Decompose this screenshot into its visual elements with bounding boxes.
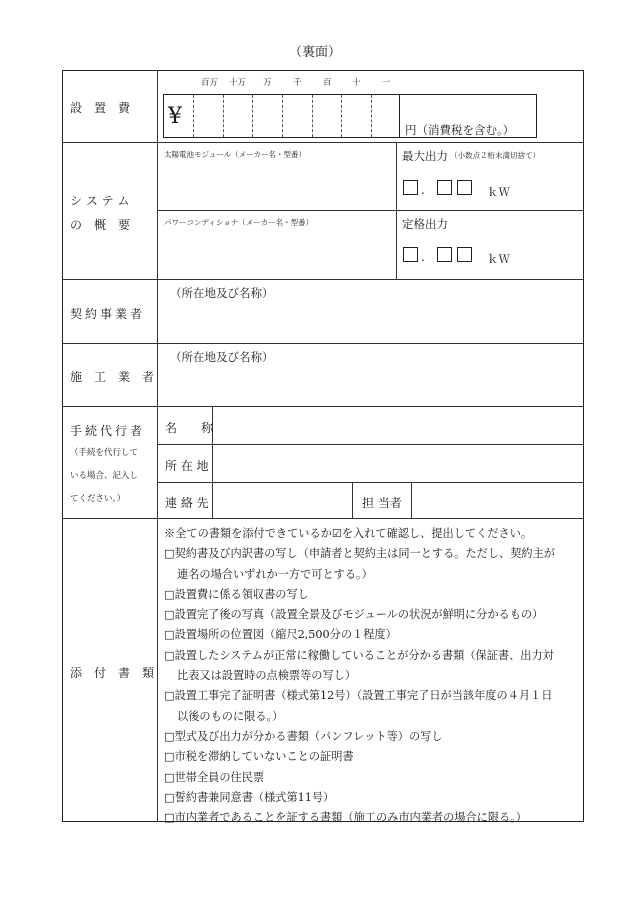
builder-label: 施 工 業 者: [70, 370, 155, 384]
max-output-digit-box[interactable]: [457, 180, 472, 195]
contractor-note: （所在地及び名称）: [170, 286, 274, 300]
max-output-note: （小数点２桁未満切捨て）: [450, 151, 540, 160]
unit-hundred-thousand: 十万: [229, 78, 247, 88]
agent-address-field[interactable]: [213, 445, 583, 482]
system-subrow-divider: [157, 210, 584, 211]
rated-output-digit-box[interactable]: [437, 247, 452, 262]
attachment-item-continuation: 比表又は設置時の点検票等の写し）: [177, 669, 357, 683]
unit-ten-thousand: 万: [263, 78, 272, 88]
attachment-checkbox-item[interactable]: □型式及び出力が分かる書類（パンフレット等）の写し: [164, 729, 443, 743]
digit-separator: [223, 95, 224, 137]
inverter-label: パワーコンディショナ（メーカー名・型番）: [164, 218, 314, 227]
unit-thousand: 千: [293, 78, 302, 88]
digit-separator: [282, 95, 283, 137]
unit-ten: 十: [352, 78, 361, 88]
row-divider-cost: [62, 142, 584, 143]
row-divider-agent: [62, 518, 584, 519]
agent-note-line3: てください。）: [70, 494, 126, 504]
agent-name-field[interactable]: [213, 407, 583, 444]
digit-separator: [252, 95, 253, 137]
max-output-digit-box[interactable]: [403, 180, 418, 195]
attachment-checkbox-item[interactable]: □設置費に係る領収書の写し: [164, 587, 309, 601]
attachments-label: 添 付 書 類: [70, 666, 155, 680]
rated-output-unit: ｋＷ: [487, 252, 510, 266]
attachment-checkbox-item[interactable]: □世帯全員の住民票: [164, 770, 265, 784]
system-label-line2: の 概 要: [70, 218, 131, 232]
agent-person-label: 担 当者: [362, 496, 402, 510]
agent-note-line2: いる場合、記入し: [70, 471, 139, 481]
agent-label: 手続代行者: [70, 424, 146, 438]
attachment-checkbox-item[interactable]: □契約書及び内訳書の写し（申請者と契約主は同一とする。ただし、契約主が: [164, 547, 555, 561]
unit-hundred: 百: [323, 78, 332, 88]
attachments-list: [164, 524, 582, 828]
contractor-label: 契約事業者: [70, 307, 146, 321]
agent-contact-label: 連 絡 先: [165, 496, 209, 510]
attachments-instruction: ※全ての書類を添付できているか☑を入れて確認し、提出してください。: [164, 527, 533, 540]
digit-separator: [193, 95, 194, 137]
system-label-line1: シ ス テ ム: [70, 194, 130, 208]
agent-note-line1: （手続を代行して: [70, 448, 139, 458]
decimal-point: .: [421, 183, 425, 197]
attachment-checkbox-item[interactable]: □設置場所の位置図（縮尺2,500分の１程度）: [164, 628, 397, 642]
builder-note: （所在地及び名称）: [170, 350, 274, 364]
rated-output-label: 定格出力: [402, 217, 448, 231]
max-output-label: 最大出力: [402, 149, 448, 163]
attachment-item-continuation: 以後のものに限る。）: [177, 709, 284, 723]
rated-output-digit-box[interactable]: [403, 247, 418, 262]
yen-note: 円（消費税を含む。）: [405, 123, 515, 137]
rated-output-digit-box[interactable]: [457, 247, 472, 262]
label-column-divider: [157, 70, 158, 822]
attachment-checkbox-item[interactable]: □市税を滞納していないことの証明書: [164, 750, 354, 764]
agent-contact-field[interactable]: [213, 483, 352, 518]
attachment-checkbox-item[interactable]: □設置工事完了証明書（様式第12号）（設置工事完了日が当該年度の４月１日: [164, 689, 553, 703]
agent-address-label: 所 在 地: [165, 459, 209, 473]
contact-divider: [352, 482, 353, 518]
unit-million: 百万: [201, 78, 219, 88]
max-output-digit-box[interactable]: [437, 180, 452, 195]
unit-one: 一: [382, 78, 391, 88]
attachment-checkbox-item[interactable]: □市内業者であることを証する書類（施工のみ市内業者の場合に限る。）: [164, 811, 527, 825]
agent-person-field[interactable]: [412, 483, 583, 518]
page-side-label: （裏面）: [288, 45, 341, 60]
attachment-checkbox-item[interactable]: □誓約書兼同意書（様式第11号）: [164, 790, 335, 804]
cost-label: 設 置 費: [70, 101, 131, 115]
attachment-item-continuation: 連名の場合いずれか一方で可とする。）: [177, 567, 373, 581]
row-divider-contractor: [62, 343, 584, 344]
digit-separator: [371, 95, 372, 137]
max-output-unit: ｋＷ: [487, 185, 510, 199]
row-divider-system: [62, 279, 584, 280]
attachment-checkbox-item[interactable]: □設置したシステムが正常に稼働していることが分かる書類（保証書、出力対: [164, 648, 554, 662]
digit-separator: [341, 95, 342, 137]
agent-name-label: 名 称: [165, 421, 214, 435]
attachment-checkbox-item[interactable]: □設置完了後の写真（設置全景及びモジュールの状況が鮮明に分かるもの）: [164, 608, 544, 622]
digit-separator: [312, 95, 313, 137]
decimal-point: .: [421, 250, 425, 264]
yen-sign: ¥: [168, 104, 182, 129]
module-label: 太陽電池モジュール（メーカー名・型番）: [164, 150, 307, 159]
